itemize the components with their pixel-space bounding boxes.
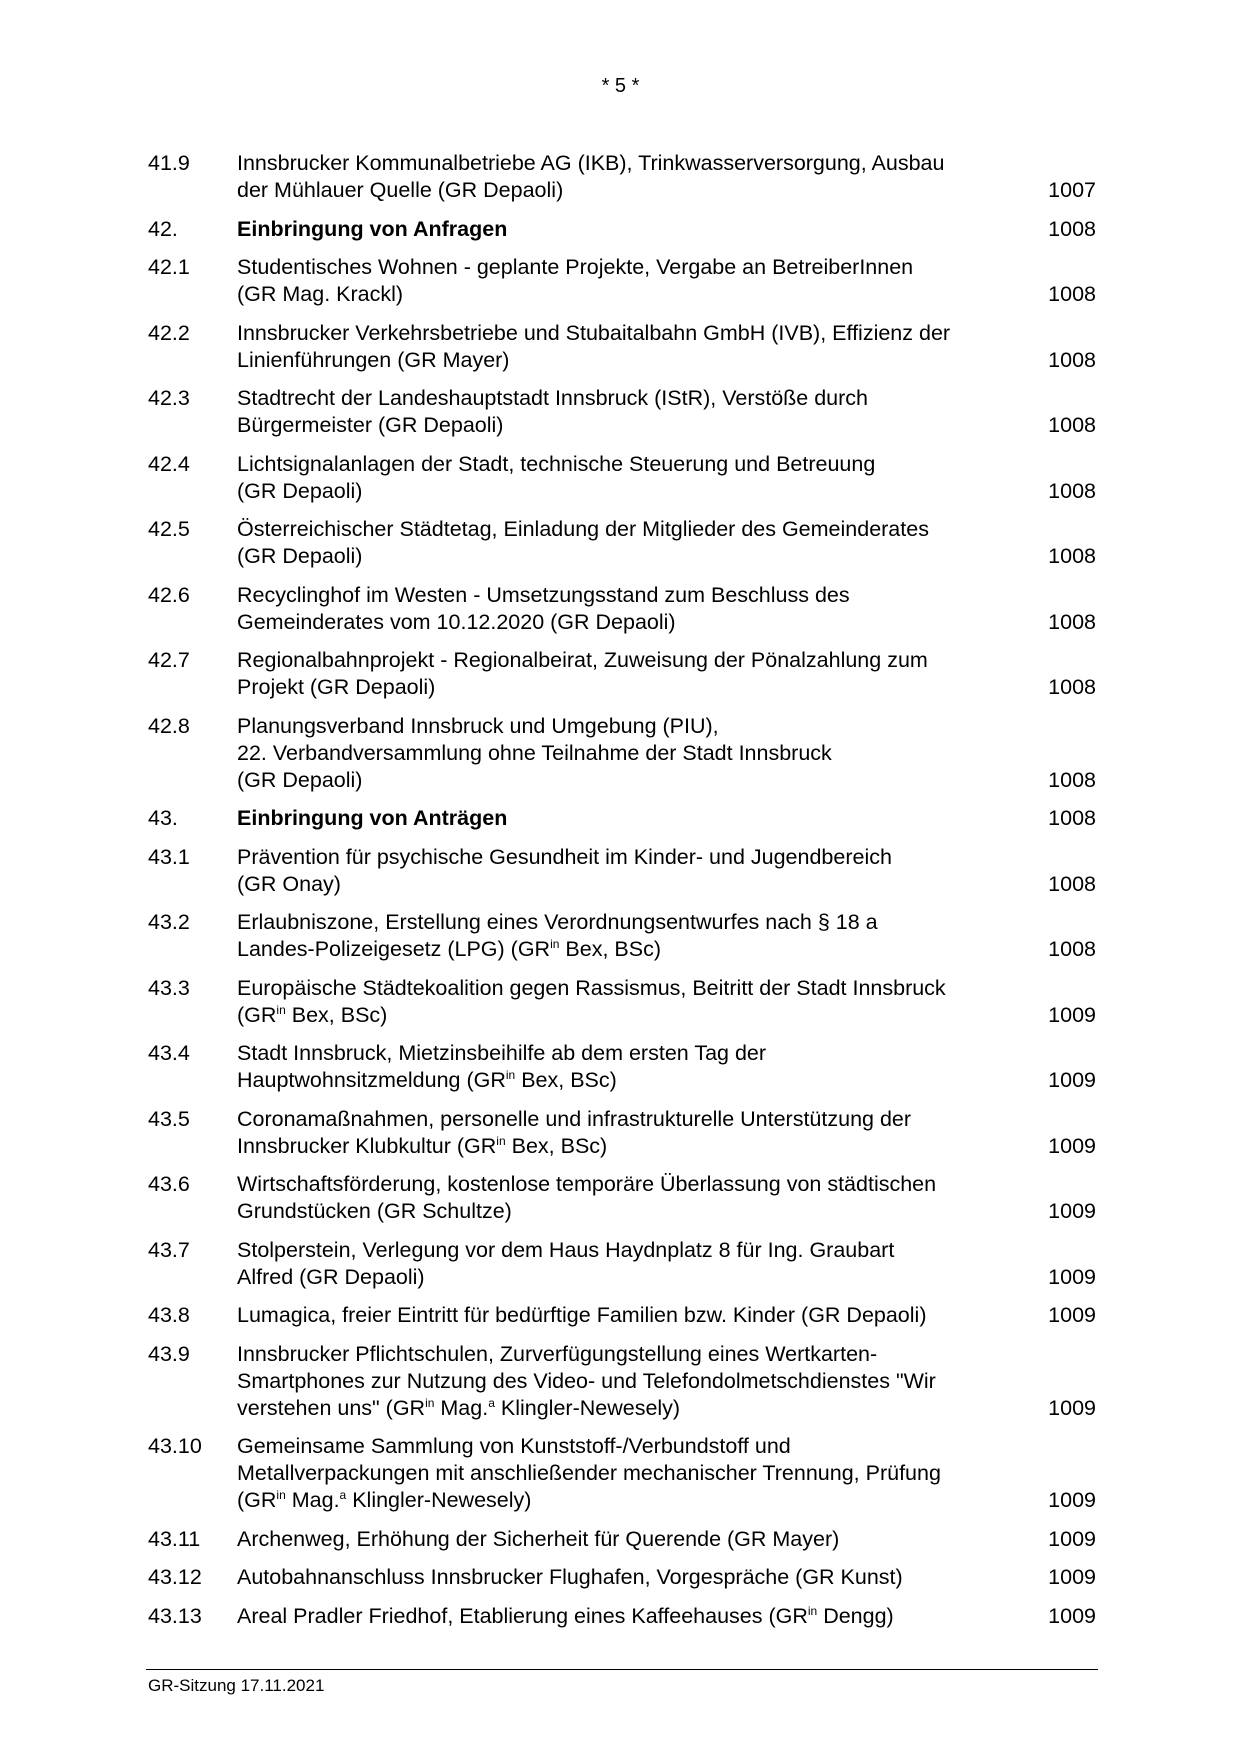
toc-entry-number: 43.5 <box>148 1106 190 1131</box>
toc-entry-page: 1008 <box>1048 478 1096 503</box>
toc-entry-title-line: Alfred (GR Depaoli) <box>237 1264 425 1289</box>
toc-entry <box>148 320 1096 374</box>
toc-entry-title-line: (GR Onay) <box>237 871 341 896</box>
toc-entry-title <box>237 1564 994 1591</box>
toc-entry-title-line: Archenweg, Erhöhung der Sicherheit für Querende (GR Mayer) <box>237 1526 840 1551</box>
toc-entry-title-line: Studentisches Wohnen - geplante Projekte, Vergabe an BetreiberInnen <box>237 255 914 279</box>
toc-entry-title <box>237 1237 994 1291</box>
toc-entry-title-line: Recyclinghof im Westen - Umsetzungsstand zum Beschluss des <box>237 582 850 607</box>
toc-entry-page: 1008 <box>1048 767 1096 792</box>
toc-entry-page: 1007 <box>1048 178 1096 202</box>
toc-entry-title-line: Gemeinsame Sammlung von Kunststoff-/Verbundstoff und <box>237 1434 791 1458</box>
toc-entry-title <box>237 805 994 832</box>
toc-entry <box>148 1302 1096 1329</box>
toc-entry-page: 1008 <box>1048 347 1096 372</box>
toc-entry-title-line: Areal Pradler Friedhof, Etablierung eines Kaffeehauses ($GR^{in}$ Dengg) <box>237 1603 894 1628</box>
toc-entry-title-line: der Mühlauer Quelle (GR Depaoli) <box>237 178 564 202</box>
toc-entry-page: 1008 <box>1048 282 1096 306</box>
toc-entry-title-line: Planungsverband Innsbruck und Umgebung (PIU), <box>237 713 719 738</box>
toc-entry <box>148 844 1096 898</box>
toc-entry-page: 1009 <box>1048 1199 1096 1223</box>
toc-entry <box>148 216 1096 243</box>
toc-entry-title-line: Lichtsignalanlagen der Stadt, technische Steuerung und Betreuung <box>237 451 876 476</box>
toc-entry-number: 43.10 <box>148 1434 202 1458</box>
toc-entry <box>148 805 1096 832</box>
toc-entry-number: 43.9 <box>148 1341 190 1366</box>
toc-entry <box>148 1040 1096 1094</box>
toc-entry <box>148 909 1096 963</box>
toc-entry-title <box>237 844 994 898</box>
toc-entry-title <box>237 385 994 439</box>
toc-entry-title <box>237 1040 994 1094</box>
toc-entry-title <box>237 451 994 505</box>
toc-entry-title-line: (GR Depaoli) <box>237 544 363 568</box>
toc-entry-title-line: Einbringung von Anträgen <box>237 806 508 830</box>
toc-entry <box>148 254 1096 308</box>
toc-entry-number: 43.4 <box>148 1041 190 1065</box>
toc-entry-title-line: Österreichischer Städtetag, Einladung der Mitglieder des Gemeinderates <box>237 517 929 541</box>
toc-entry-number: 42.8 <box>148 713 190 738</box>
toc-entry <box>148 647 1096 701</box>
toc-entry-page: 1008 <box>1048 937 1096 961</box>
toc-entry-number: 41.9 <box>148 151 190 175</box>
toc-entry-number: 43.7 <box>148 1237 190 1262</box>
table-of-contents <box>148 150 1096 1641</box>
toc-entry-page: 1009 <box>1048 1133 1096 1158</box>
toc-entry-page: 1008 <box>1048 675 1096 699</box>
toc-entry-page: 1009 <box>1048 1565 1096 1589</box>
toc-entry-page: 1008 <box>1048 871 1096 896</box>
toc-entry-number: 42.5 <box>148 517 190 541</box>
toc-entry-title <box>237 150 994 204</box>
toc-entry-number: 43. <box>148 806 178 830</box>
toc-entry-title-line: verstehen uns" ($GR^{in}$ Mag.$^a$ Klingler-Newesely) <box>237 1395 681 1420</box>
toc-entry-title-line: Landes-Polizeigesetz (LPG) ($GR^{in}$ Bex, BSc) <box>237 937 661 961</box>
toc-entry <box>148 1564 1096 1591</box>
toc-entry-title-line: Stadt Innsbruck, Mietzinsbeihilfe ab dem ersten Tag der <box>237 1041 767 1065</box>
toc-entry-title <box>237 647 994 701</box>
toc-entry-number: 43.6 <box>148 1172 190 1196</box>
toc-entry-page: 1009 <box>1048 1395 1096 1420</box>
toc-entry-number: 43.1 <box>148 844 190 869</box>
toc-entry-title-line: Metallverpackungen mit anschließender mechanischer Trennung, Prüfung <box>237 1461 941 1485</box>
toc-entry-number: 43.11 <box>148 1526 201 1551</box>
toc-entry-title <box>237 1433 994 1514</box>
toc-entry-title <box>237 713 994 794</box>
toc-entry-title <box>237 1171 994 1225</box>
toc-entry-page: 1009 <box>1048 1068 1096 1092</box>
toc-entry <box>148 1341 1096 1422</box>
toc-entry-title-line: Stolperstein, Verlegung vor dem Haus Haydnplatz 8 für Ing. Graubart <box>237 1237 895 1262</box>
toc-entry-title <box>237 320 994 374</box>
toc-entry-page: 1009 <box>1048 1264 1096 1289</box>
toc-entry-page: 1009 <box>1048 1002 1096 1027</box>
toc-entry <box>148 1171 1096 1225</box>
toc-entry-number: 42. <box>148 216 178 241</box>
toc-entry <box>148 385 1096 439</box>
toc-entry <box>148 516 1096 570</box>
toc-entry-title-line: Grundstücken (GR Schultze) <box>237 1199 512 1223</box>
toc-entry <box>148 150 1096 204</box>
toc-entry-page: 1008 <box>1048 413 1096 437</box>
toc-entry-title <box>237 1603 994 1630</box>
toc-entry-title-line: (GR Depaoli) <box>237 478 363 503</box>
toc-entry-title-line: Hauptwohnsitzmeldung ($GR^{in}$ Bex, BSc) <box>237 1068 617 1092</box>
toc-entry-title <box>237 1106 994 1160</box>
toc-entry-title-line: Europäische Städtekoalition gegen Rassismus, Beitritt der Stadt Innsbruck <box>237 975 946 1000</box>
toc-entry-page: 1008 <box>1048 216 1096 241</box>
toc-entry-title-line: Lumagica, freier Eintritt für bedürftige Familien bzw. Kinder (GR Depaoli) <box>237 1303 927 1327</box>
footer-text: GR-Sitzung 17.11.2021 <box>148 1676 325 1695</box>
toc-entry-title-line: Prävention für psychische Gesundheit im Kinder- und Jugendbereich <box>237 844 892 869</box>
toc-entry-title-line: Coronamaßnahmen, personelle und infrastrukturelle Unterstützung der <box>237 1106 912 1131</box>
footer-divider <box>146 1669 1098 1670</box>
toc-entry-title <box>237 975 994 1029</box>
toc-entry-title <box>237 254 994 308</box>
toc-entry-number: 42.4 <box>148 451 190 476</box>
toc-entry-title-line: Stadtrecht der Landeshauptstadt Innsbruck (IStR), Verstöße durch <box>237 386 869 410</box>
toc-entry-title-line: 22. Verbandversammlung ohne Teilnahme der Stadt Innsbruck <box>237 740 832 765</box>
toc-entry-title-line: Wirtschaftsförderung, kostenlose temporäre Überlassung von städtischen <box>237 1172 937 1196</box>
toc-entry <box>148 975 1096 1029</box>
toc-entry-title-line: Regionalbahnprojekt - Regionalbeirat, Zuweisung der Pönalzahlung zum <box>237 648 928 672</box>
toc-entry-title-line: Linienführungen (GR Mayer) <box>237 347 510 372</box>
toc-entry-page: 1009 <box>1048 1488 1096 1512</box>
toc-entry <box>148 1526 1096 1553</box>
toc-entry <box>148 1603 1096 1630</box>
toc-entry-page: 1009 <box>1048 1303 1096 1327</box>
toc-entry-number: 42.1 <box>148 255 190 279</box>
toc-entry-title-line: Innsbrucker Pflichtschulen, Zurverfügungstellung eines Wertkarten- <box>237 1341 878 1366</box>
toc-entry-title <box>237 216 994 243</box>
toc-entry-title-line: Innsbrucker Klubkultur ($GR^{in}$ Bex, BSc) <box>237 1133 608 1158</box>
toc-entry-title-line: (GR Mag. Krackl) <box>237 282 404 306</box>
toc-entry-title-line: Autobahnanschluss Innsbrucker Flughafen, Vorgespräche (GR Kunst) <box>237 1565 903 1589</box>
toc-entry-number: 43.3 <box>148 975 190 1000</box>
toc-entry-title <box>237 1341 994 1422</box>
toc-entry <box>148 1106 1096 1160</box>
toc-entry-title-line: Innsbrucker Kommunalbetriebe AG (IKB), Trinkwasserversorgung, Ausbau <box>237 151 945 175</box>
toc-entry-number: 42.7 <box>148 648 190 672</box>
toc-entry-title <box>237 582 994 636</box>
toc-entry <box>148 582 1096 636</box>
toc-entry <box>148 1433 1096 1514</box>
toc-entry-number: 43.2 <box>148 910 190 934</box>
toc-entry-title-line: Smartphones zur Nutzung des Video- und Telefondolmetschdienstes "Wir <box>237 1368 936 1393</box>
toc-entry-title <box>237 516 994 570</box>
toc-entry-page: 1009 <box>1048 1603 1096 1628</box>
toc-entry-number: 43.8 <box>148 1303 190 1327</box>
toc-entry-page: 1008 <box>1048 609 1096 634</box>
toc-entry-number: 42.3 <box>148 386 190 410</box>
toc-entry-title-line: Gemeinderates vom 10.12.2020 (GR Depaoli) <box>237 609 676 634</box>
toc-entry-title <box>237 909 994 963</box>
toc-entry-title-line: Innsbrucker Verkehrsbetriebe und Stubaitalbahn GmbH (IVB), Effizienz der <box>237 320 951 345</box>
toc-entry-number: 43.12 <box>148 1565 202 1589</box>
toc-entry <box>148 451 1096 505</box>
toc-entry-title-line: Bürgermeister (GR Depaoli) <box>237 413 504 437</box>
toc-entry-title <box>237 1526 994 1553</box>
toc-entry-number: 42.2 <box>148 320 190 345</box>
toc-entry-title-line: Einbringung von Anfragen <box>237 216 508 241</box>
toc-entry <box>148 1237 1096 1291</box>
toc-entry-title-line: ($GR^{in}$ Mag.$^a$ Klingler-Newesely) <box>237 1488 532 1512</box>
toc-entry-page: 1008 <box>1048 806 1096 830</box>
toc-entry-title <box>237 1302 994 1329</box>
toc-entry-page: 1008 <box>1048 544 1096 568</box>
toc-entry-title-line: Erlaubniszone, Erstellung eines Verordnungsentwurfes nach § 18 a <box>237 910 878 934</box>
toc-entry <box>148 713 1096 794</box>
toc-entry-page: 1009 <box>1048 1526 1096 1551</box>
toc-entry-number: 43.13 <box>148 1603 202 1628</box>
page-number: * 5 * <box>601 75 640 97</box>
toc-entry-title-line: Projekt (GR Depaoli) <box>237 675 436 699</box>
toc-entry-title-line: ($GR^{in}$ Bex, BSc) <box>237 1002 388 1027</box>
toc-entry-title-line: (GR Depaoli) <box>237 767 363 792</box>
toc-entry-number: 42.6 <box>148 582 190 607</box>
